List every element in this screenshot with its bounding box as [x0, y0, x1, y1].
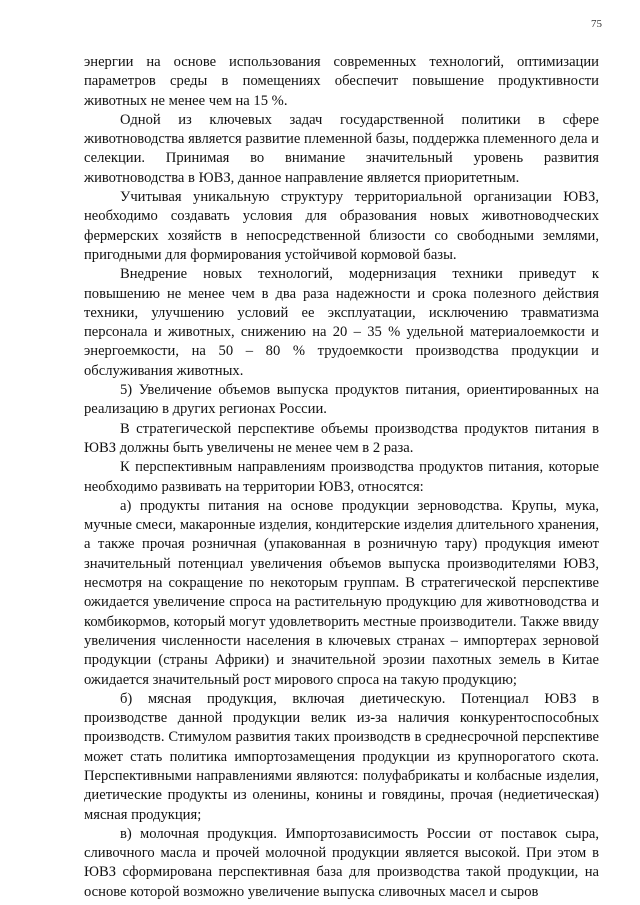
body-text — [84, 53, 599, 902]
paragraph-item-c-dairy: в) молочная продукция. Импортозависимость России от поставок сыра, сливочного масла и прочей молочной продукции является высокой. При этом в ЮВЗ сформирована перспективная база для производства такой продукции, на основе которой возможно увеличение выпуска сливочных масел и сыров — [84, 825, 599, 900]
paragraph-item-b-meat: б) мясная продукция, включая диетическую. Потенциал ЮВЗ в производстве данной продукции велик из-за наличия конкурентоспособных производств. Стимулом развития таких производств в среднесрочной перспективе может стать политика импортозамещения продукции из крупнорогатого скота. Перспективными направлениями являются: полуфабрикаты и колбасные изделия, диетические продукты из оленины, конины и говядины, прочая (недиетическая) мясная продукция; — [84, 690, 599, 823]
paragraph-energy-continuation: энергии на основе использования современных технологий, оптимизации параметров среды в помещениях обеспечит повышение продуктивности животных не менее чем на 15 %. — [84, 54, 599, 109]
paragraph-item-5: 5) Увеличение объемов выпуска продуктов питания, ориентированных на реализацию в других регионах России. — [84, 382, 599, 418]
page-number: 75 — [591, 18, 602, 30]
paragraph-perspective-directions: К перспективным направлениям производства продуктов питания, которые необходимо развивать на территории ЮВЗ, относятся: — [84, 459, 599, 495]
paragraph-territorial-structure: Учитывая уникальную структуру территориальной организации ЮВЗ, необходимо создавать условия для образования новых животноводческих фермерских хозяйств в непосредственной близости со свободными землями, пригодными для формирования устойчивой кормовой базы. — [84, 189, 599, 263]
paragraph-new-technologies: Внедрение новых технологий, модернизация техники приведут к повышению не менее чем в два раза надежности и срока полезного действия техники, улучшению условий ее эксплуатации, исключению травматизма персонала и животных, снижению на 20 – 35 % удельной материалоемкости и энергоемкости, на 50 – 80 % трудоемкости производства продукции и обслуживания животных. — [84, 266, 599, 379]
paragraph-strategic-volumes: В стратегической перспективе объемы производства продуктов питания в ЮВЗ должны быть увеличены не менее чем в 2 раза. — [84, 420, 599, 456]
paragraph-breeding-base: Одной из ключевых задач государственной политики в сфере животноводства является развитие племенной базы, поддержка племенного дела и селекции. Принимая во внимание значительный уровень развития животноводства в ЮВЗ, данное направление является приоритетным. — [84, 111, 599, 186]
paragraph-item-a-grain: а) продукты питания на основе продукции зерноводства. Крупы, мука, мучные смеси, макаронные изделия, кондитерские изделия длительного хранения, а также прочая розничная (упакованная в розничную тару) продукция имеют значительный потенциал увеличения объемов выпуска производителями ЮВЗ, несмотря на сокращение по некоторым группам. В стратегической перспективе ожидается увеличение спроса на растительную продукцию для животноводства и комбикормов, который могут удовлетворить местные производители. Также ввиду увеличения численности населения в ключевых странах – импортерах зерновой продукции (страны Африки) и значительной эрозии пахотных земель в Китае ожидается значительный рост мирового спроса на такую продукцию; — [84, 497, 599, 688]
